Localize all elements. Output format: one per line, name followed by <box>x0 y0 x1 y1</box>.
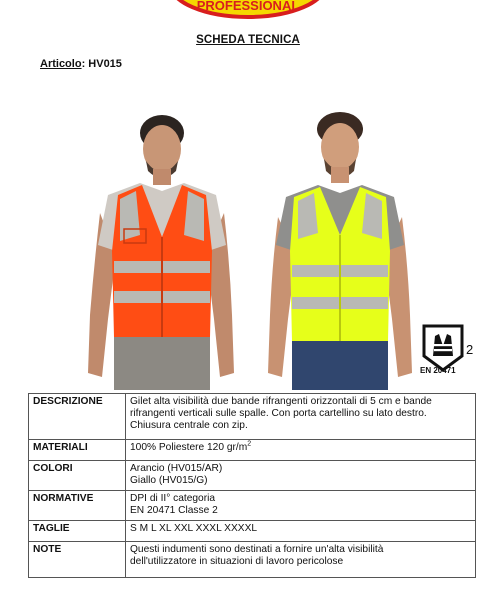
taglie-value: S M L XL XXL XXXL XXXXL <box>126 521 476 542</box>
normative-line: EN 20471 Classe 2 <box>130 505 218 516</box>
taglie-label: TAGLIE <box>29 521 126 542</box>
descrizione-line: Chiusura centrale con zip. <box>130 420 248 431</box>
table-row <box>29 394 476 440</box>
normative-line: DPI di II° categoria <box>130 493 216 504</box>
specs-table <box>28 393 476 578</box>
orange-vest-photo <box>80 105 238 390</box>
standard-code: EN 20471 <box>420 366 456 375</box>
table-row <box>29 542 476 578</box>
normative-label: NORMATIVE <box>29 491 126 521</box>
note-value <box>126 542 476 578</box>
materiali-label: MATERIALI <box>29 440 126 461</box>
table-row <box>29 440 476 461</box>
colori-line: Giallo (HV015/G) <box>130 475 208 486</box>
table-row <box>29 521 476 542</box>
class-number: 2 <box>466 342 474 357</box>
article-line <box>40 58 122 70</box>
brand-logo <box>168 0 328 22</box>
note-label: NOTE <box>29 542 126 578</box>
yellow-vest-photo <box>262 105 420 390</box>
table-row <box>29 461 476 491</box>
colori-label: COLORI <box>29 461 126 491</box>
colori-value <box>126 461 476 491</box>
materiali-value <box>126 440 476 461</box>
descrizione-value <box>126 394 476 440</box>
document-title: SCHEDA TECNICA <box>196 34 300 46</box>
logo-text: PROFESSIONAL <box>196 0 300 13</box>
table-row <box>29 491 476 521</box>
article-code: : HV015 <box>81 58 122 70</box>
materiali-text: 100% Poliestere 120 gr/m <box>130 442 248 453</box>
note-line: dell'utilizzatore in situazioni di lavoro pericolose <box>130 556 344 567</box>
descrizione-line: Gilet alta visibilità due bande rifrangenti orizzontali di 5 cm e bande <box>130 396 432 407</box>
note-line: Questi indumenti sono destinati a fornire un'alta visibilità <box>130 544 384 555</box>
descrizione-label: DESCRIZIONE <box>29 394 126 440</box>
article-label: Articolo <box>40 58 82 70</box>
colori-line: Arancio (HV015/AR) <box>130 463 223 474</box>
normative-value <box>126 491 476 521</box>
descrizione-line: rifrangenti verticali sulle spalle. Con porta cartellino su lato destro. <box>130 408 427 419</box>
materiali-superscript: 2 <box>247 440 252 448</box>
